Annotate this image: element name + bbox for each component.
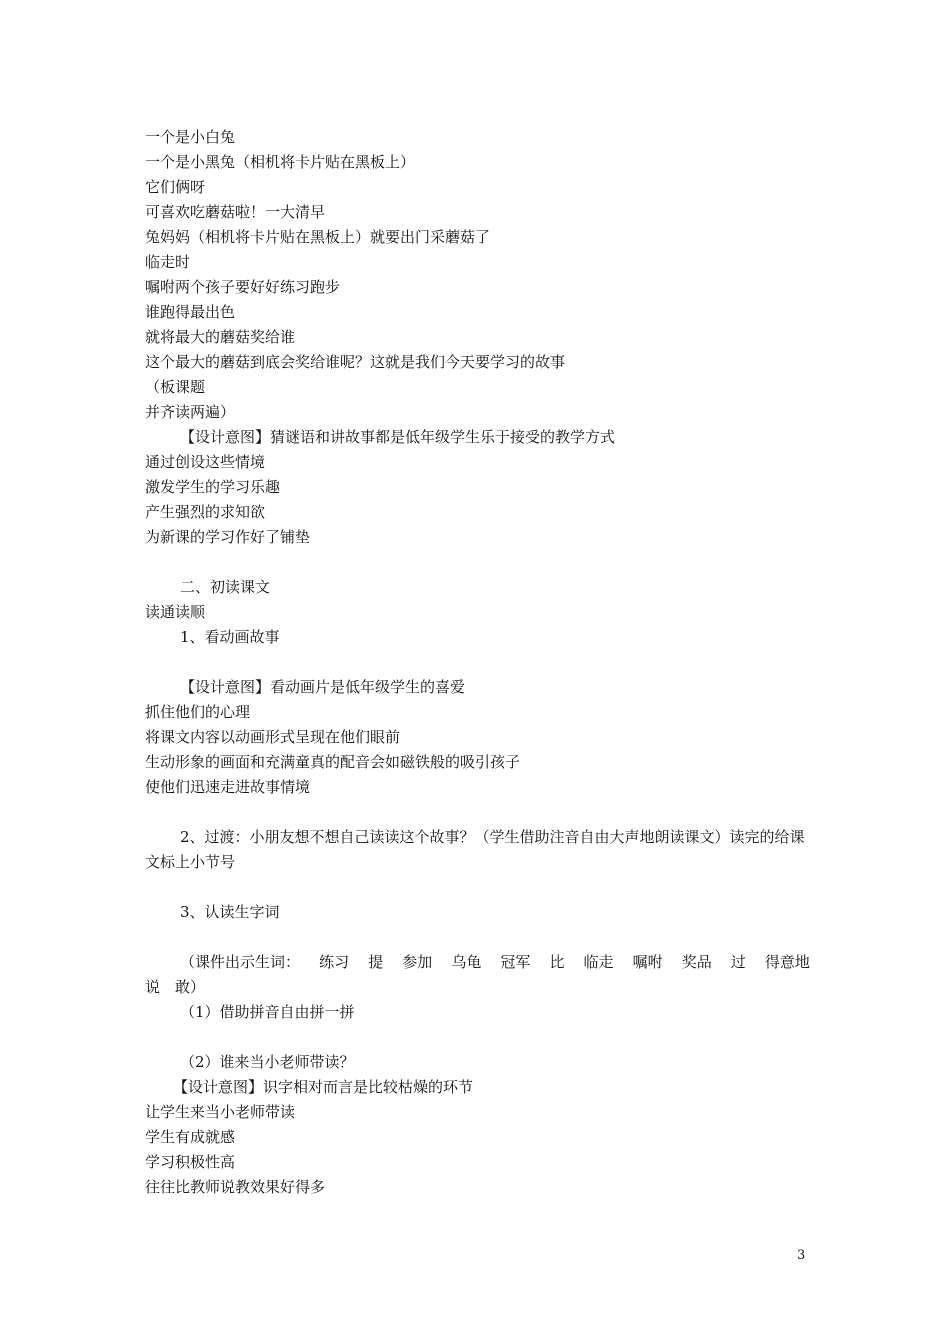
- vocab-word: 嘱咐: [632, 953, 663, 971]
- text-line: 就将最大的蘑菇奖给谁: [145, 328, 296, 346]
- vocab-word: 冠军: [500, 953, 531, 971]
- step-3: 3、认读生字词: [180, 903, 280, 921]
- vocab-word: 乌龟: [451, 953, 482, 971]
- blank-line: [145, 550, 810, 575]
- vocab-word: 奖品: [681, 953, 712, 971]
- design-intent-2: 【设计意图】看动画片是低年级学生的喜爱: [180, 678, 466, 696]
- text-line: 谁跑得最出色: [145, 303, 236, 321]
- step-1: 1、看动画故事: [180, 628, 280, 646]
- vocab-word: 过: [730, 953, 746, 971]
- blank-line: [145, 650, 810, 675]
- blank-line: [145, 925, 810, 950]
- text-line: 将课文内容以动画形式呈现在他们眼前: [145, 728, 401, 746]
- text-line: 学习积极性高: [145, 1153, 236, 1171]
- text-line: 嘱咐两个孩子要好好练习跑步: [145, 278, 341, 296]
- blank-line: [145, 800, 810, 825]
- text-line: 一个是小白兔: [145, 128, 236, 146]
- vocab-list: [145, 950, 810, 975]
- design-intent-3: 【设计意图】识字相对而言是比较枯燥的环节: [173, 1078, 474, 1096]
- text-line: 抓住他们的心理: [145, 703, 251, 721]
- vocab-word: 练习: [319, 953, 350, 971]
- sub-step-2: （2）谁来当小老师带读？: [180, 1053, 355, 1071]
- text-line: 激发学生的学习乐趣: [145, 478, 281, 496]
- section-subheading: 读通读顺: [145, 603, 206, 621]
- text-line: 可喜欢吃蘑菇啦！一大清早: [145, 203, 326, 221]
- text-line: （板课题: [145, 378, 206, 396]
- text-line: 它们俩呀: [145, 178, 206, 196]
- text-line: 并齐读两遍）: [145, 403, 236, 421]
- section-heading: 二、初读课文: [180, 578, 271, 596]
- text-line: 临走时: [145, 253, 191, 271]
- text-line: 让学生来当小老师带读: [145, 1103, 296, 1121]
- blank-line: [145, 1025, 810, 1050]
- vocab-word: 临走: [583, 953, 614, 971]
- text-line: 通过创设这些情境: [145, 453, 266, 471]
- text-line: 兔妈妈（相机将卡片贴在黑板上）就要出门采蘑菇了: [145, 228, 491, 246]
- text-line: 这个最大的蘑菇到底会奖给谁呢？这就是我们今天要学习的故事: [145, 353, 566, 371]
- step-2: 2、过渡：小朋友想不想自己读读这个故事？（学生借助注音自由大声地朗读课文）读完的给课文标上小节号: [145, 828, 805, 871]
- text-line: 使他们迅速走进故事情境: [145, 778, 311, 796]
- page-number: 3: [797, 1248, 806, 1263]
- design-intent-1: 【设计意图】猜谜语和讲故事都是低年级学生乐于接受的教学方式: [180, 428, 616, 446]
- blank-line: [145, 875, 810, 900]
- text-line: 学生有成就感: [145, 1128, 236, 1146]
- vocab-word: 比: [549, 953, 565, 971]
- text-line: 产生强烈的求知欲: [145, 503, 266, 521]
- text-line: 为新课的学习作好了铺垫: [145, 528, 311, 546]
- vocab-list-continued: 说 敢）: [145, 978, 206, 996]
- text-line: 往往比教师说教效果好得多: [145, 1178, 326, 1196]
- sub-step-1: （1）借助拼音自由拼一拼: [180, 1003, 355, 1021]
- vocab-word: 得意地: [764, 953, 810, 971]
- body-text: [145, 125, 810, 1200]
- vocab-word: 提: [368, 953, 384, 971]
- vocab-word: 参加: [402, 953, 433, 971]
- text-line: 生动形象的画面和充满童真的配音会如磁铁般的吸引孩子: [145, 753, 521, 771]
- vocab-prefix: （课件出示生词：: [180, 953, 301, 971]
- text-line: 一个是小黑兔（相机将卡片贴在黑板上）: [145, 153, 416, 171]
